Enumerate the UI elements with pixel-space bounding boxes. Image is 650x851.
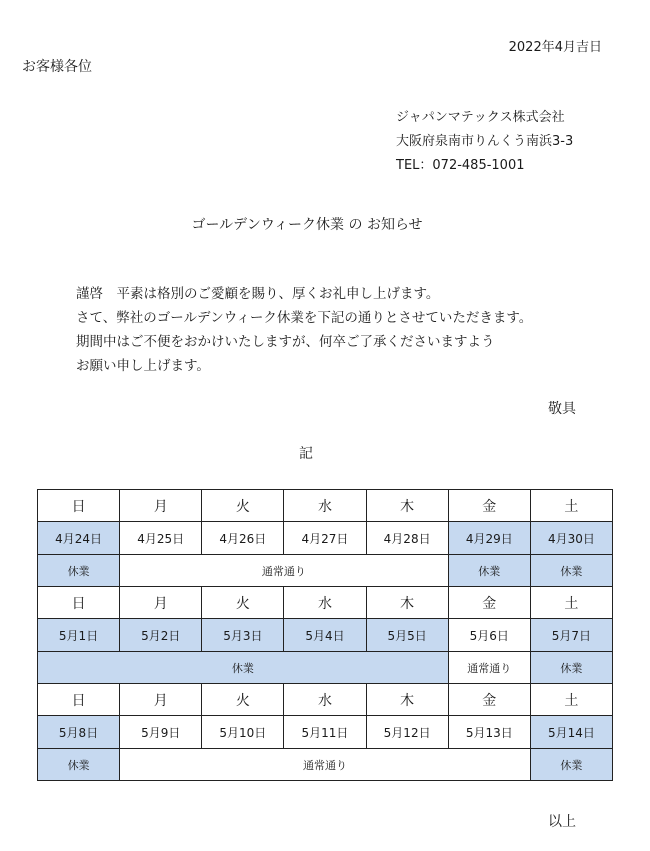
weekday-row [38, 490, 613, 522]
date-cell: 5月7日 [530, 619, 612, 652]
weekday-cell: 火 [202, 684, 284, 716]
recipient: お客様各位 [22, 59, 92, 75]
notice-title-text: ゴールデンウィーク休業 の お知らせ [191, 217, 423, 233]
date-row [38, 619, 613, 652]
body-line: お願い申し上げます。 [76, 358, 210, 374]
weekday-cell: 木 [366, 684, 448, 716]
status-cell: 通常通り [120, 555, 449, 587]
date-cell: 5月14日 [530, 716, 612, 749]
closing-word: 敬具 [548, 401, 576, 417]
notice-title [0, 214, 650, 234]
weekday-cell: 水 [284, 587, 366, 619]
issue-date: 2022年4月吉日 [508, 40, 602, 55]
status-cell: 通常通り [448, 652, 530, 684]
weekday-cell: 水 [284, 684, 366, 716]
date-cell: 4月30日 [530, 522, 612, 555]
status-cell: 休業 [38, 555, 120, 587]
weekday-row [38, 684, 613, 716]
sender-company: ジャパンマテックス株式会社 [396, 110, 565, 125]
date-cell: 4月24日 [38, 522, 120, 555]
weekday-cell: 月 [120, 684, 202, 716]
body-line: 期間中はご不便をおかけいたしますが、何卒ご了承くださいますよう [76, 334, 495, 350]
status-cell: 休業 [530, 652, 612, 684]
date-cell: 5月2日 [120, 619, 202, 652]
weekday-cell: 木 [366, 490, 448, 522]
sender-tel: TEL：072-485-1001 [396, 158, 525, 173]
notice-body [76, 282, 532, 378]
weekday-cell: 日 [38, 587, 120, 619]
date-cell: 5月5日 [366, 619, 448, 652]
date-cell: 5月6日 [448, 619, 530, 652]
status-cell: 休業 [530, 749, 612, 781]
status-row [38, 555, 613, 587]
weekday-cell: 火 [202, 490, 284, 522]
date-cell: 4月25日 [120, 522, 202, 555]
date-row [38, 522, 613, 555]
status-cell: 休業 [530, 555, 612, 587]
weekday-cell: 金 [448, 684, 530, 716]
status-row [38, 749, 613, 781]
weekday-cell: 月 [120, 587, 202, 619]
weekday-cell: 金 [448, 587, 530, 619]
weekday-cell: 日 [38, 684, 120, 716]
date-cell: 4月29日 [448, 522, 530, 555]
date-cell: 5月3日 [202, 619, 284, 652]
date-cell: 5月4日 [284, 619, 366, 652]
date-cell: 5月9日 [120, 716, 202, 749]
date-cell: 5月13日 [448, 716, 530, 749]
end-mark: 以上 [548, 814, 576, 830]
weekday-cell: 火 [202, 587, 284, 619]
status-cell: 休業 [38, 749, 120, 781]
date-row [38, 716, 613, 749]
weekday-cell: 水 [284, 490, 366, 522]
date-cell: 4月26日 [202, 522, 284, 555]
weekday-cell: 土 [530, 490, 612, 522]
date-cell: 5月1日 [38, 619, 120, 652]
weekday-row [38, 587, 613, 619]
weekday-cell: 土 [530, 684, 612, 716]
weekday-cell: 金 [448, 490, 530, 522]
date-cell: 5月12日 [366, 716, 448, 749]
weekday-cell: 月 [120, 490, 202, 522]
sender-block [396, 106, 573, 178]
status-cell: 通常通り [120, 749, 531, 781]
weekday-cell: 日 [38, 490, 120, 522]
sender-address: 大阪府泉南市りんくう南浜3-3 [396, 134, 574, 149]
status-cell: 休業 [448, 555, 530, 587]
date-cell: 5月8日 [38, 716, 120, 749]
date-cell: 5月11日 [284, 716, 366, 749]
body-line: さて、弊社のゴールデンウィーク休業を下記の通りとさせていただきます。 [76, 310, 533, 326]
weekday-cell: 木 [366, 587, 448, 619]
ki-mark: 記 [299, 446, 313, 462]
date-cell: 4月27日 [284, 522, 366, 555]
date-cell: 5月10日 [202, 716, 284, 749]
weekday-cell: 土 [530, 587, 612, 619]
body-line: 謹啓 平素は格別のご愛顧を賜り、厚くお礼申し上げます。 [76, 286, 440, 302]
date-cell: 4月28日 [366, 522, 448, 555]
status-cell: 休業 [38, 652, 449, 684]
holiday-calendar [37, 489, 613, 781]
status-row [38, 652, 613, 684]
